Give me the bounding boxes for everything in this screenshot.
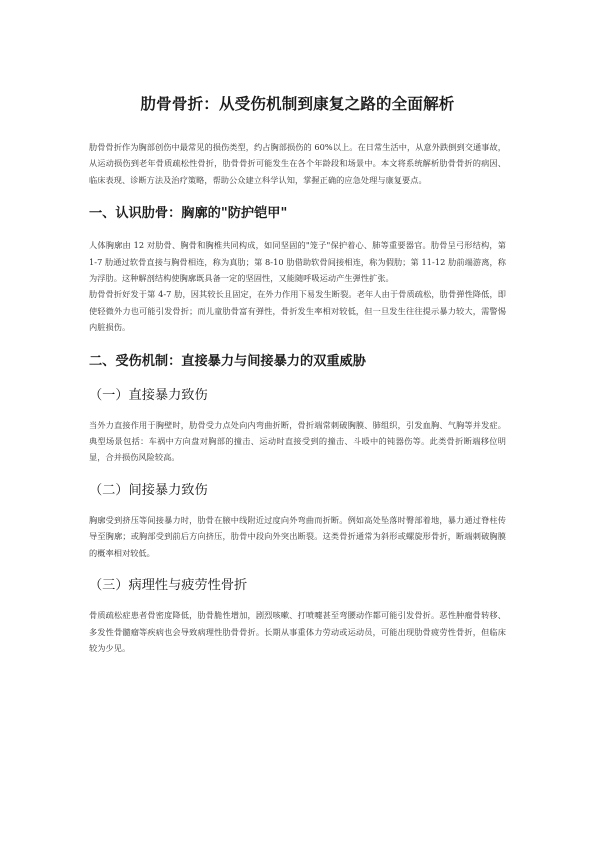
- intro-paragraph: 肋骨骨折作为胸部创伤中最常见的损伤类型，约占胸部损伤的 60%以上。在日常生活中，从意外跌倒到交通事故，从运动损伤到老年骨质疏松性骨折，肋骨骨折可能发生在各个年龄段和场景中。本文将系统解析肋骨骨折的病因、临床表现、诊断方法及治疗策略，帮助公众建立科学认知，掌握正确的应急处理与康复要点。: [89, 142, 506, 185]
- section-1-paragraph-1: 人体胸廓由 12 对肋骨、胸骨和胸椎共同构成，如同坚固的"笼子"保护着心、肺等重要器官。肋骨呈弓形结构，第 1-7 肋通过软骨直接与胸骨相连，称为真肋；第 8-10 肋借助软骨间接相连，称为假肋；第 11-12 肋前端游离，称为浮肋。这种解剖结构使胸廓既具备一定的坚固性，又能随呼吸运动产生弹性扩张。: [89, 240, 506, 284]
- subsection-pathological-paragraph: 骨质疏松症患者骨密度降低，肋骨脆性增加，剧烈咳嗽、打喷嚏甚至弯腰动作都可能引发骨折。恶性肿瘤骨转移、多发性骨髓瘤等疾病也会导致病理性肋骨骨折。长期从事重体力劳动或运动员，可能出现肋骨疲劳性骨折，但临床较为少见。: [89, 610, 506, 653]
- subsection-indirect-paragraph: 胸廓受到挤压等间接暴力时，肋骨在腋中线附近过度向外弯曲而折断。例如高处坠落时臀部着地，暴力通过脊柱传导至胸廓；或胸部受到前后方向挤压，肋骨中段向外突出断裂。这类骨折通常为斜形或螺旋形骨折，断端刺破胸膜的概率相对较低。: [89, 514, 506, 558]
- section-1-heading: 一、认识肋骨：胸廓的"防护铠甲": [89, 206, 288, 222]
- subsection-indirect-heading: （二）间接暴力致伤: [89, 482, 208, 498]
- document-title: 肋骨骨折：从受伤机制到康复之路的全面解析: [140, 95, 455, 113]
- section-2-heading: 二、受伤机制：直接暴力与间接暴力的双重威胁: [89, 353, 366, 369]
- subsection-direct-paragraph: 当外力直接作用于胸壁时，肋骨受力点处向内弯曲折断，骨折端常刺破胸膜、肺组织，引发血胸、气胸等并发症。典型场景包括：车祸中方向盘对胸部的撞击、运动时直接受到的撞击、斗殴中的钝器伤等。此类骨折断端移位明显，合并损伤风险较高。: [89, 419, 506, 463]
- subsection-direct-heading: （一）直接暴力致伤: [89, 387, 208, 403]
- subsection-pathological-heading: （三）病理性与疲劳性骨折: [89, 578, 248, 594]
- section-1-paragraph-2: 肋骨骨折好发于第 4-7 肋，因其较长且固定，在外力作用下易发生断裂。老年人由于骨质疏松，肋骨弹性降低，即使轻微外力也可能引发骨折；而儿童肋骨富有弹性，骨折发生率相对较低，但一旦发生往往提示暴力较大，需警惕内脏损伤。: [89, 289, 506, 333]
